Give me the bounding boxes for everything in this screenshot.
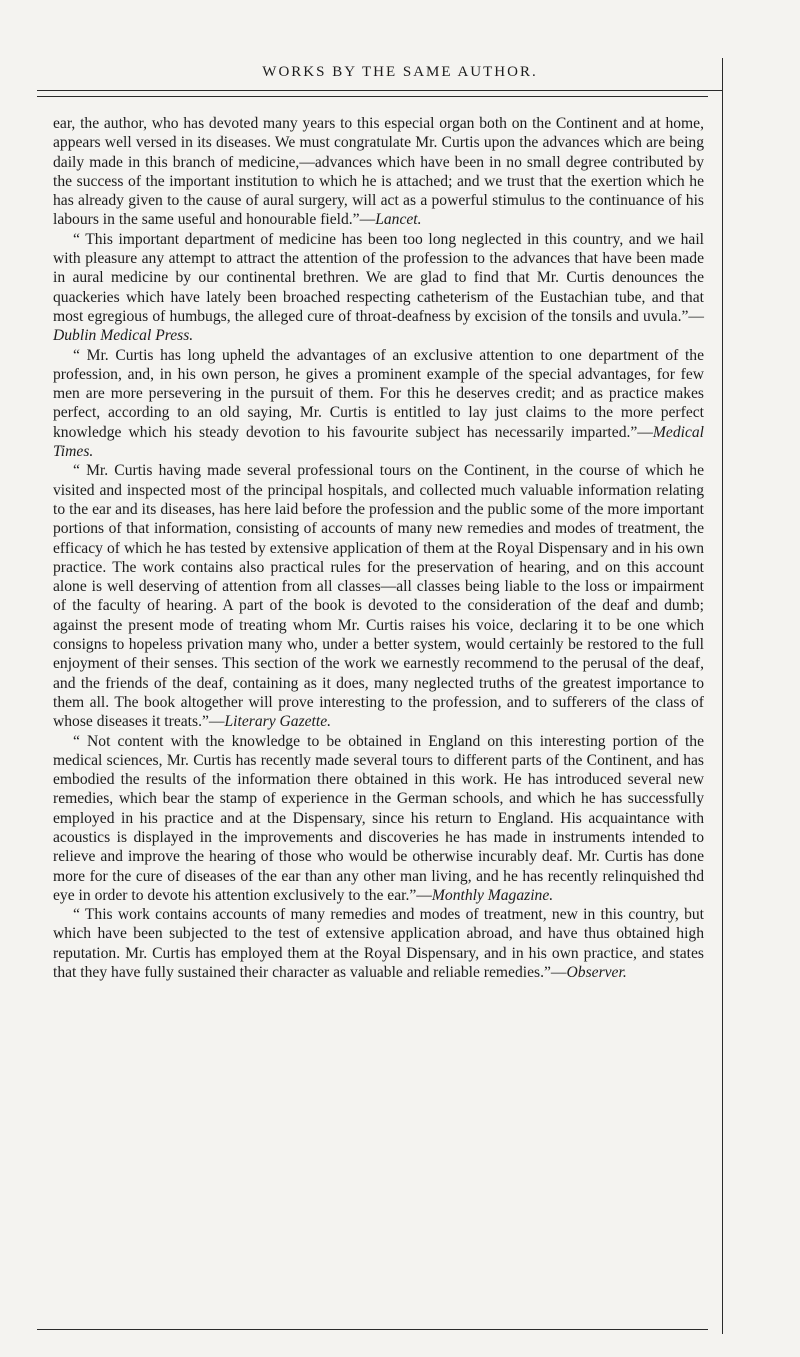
review-paragraph bbox=[53, 346, 704, 462]
review-text: ear, the author, who has devoted many years to this especial organ both on the Continent and at home, appears well versed in its diseases. We must congratulate Mr. Curtis upon the advances which are being daily made in this branch of medicine,—advances which have been in no small degree contributed by the success of the important institution to which he is attached; and we trust that the exertion which he has already given to the cause of aural surgery, will act as a powerful stimulus to the continuance of his labours in the same useful and honourable field.”— bbox=[53, 115, 704, 229]
review-paragraph bbox=[53, 114, 704, 230]
review-column bbox=[53, 114, 704, 982]
review-source: Observer. bbox=[566, 964, 627, 982]
review-paragraph bbox=[53, 732, 704, 906]
review-source: Monthly Magazine. bbox=[431, 886, 554, 904]
review-text: “ This important department of medicine has been too long neglected in this country, and we hail with pleasure any attempt to attract the attention of the profession to the advances that have been made in aural medicine by our continental brethren. We are glad to find that Mr. Curtis denounces the quackeries which have lately been broached respecting catheterism of the Eustachian tube, and that most egregious of humbugs, the alleged cure of throat-deafness by excision of the tonsils and uvula.”— bbox=[53, 230, 704, 325]
running-head: WORKS BY THE SAME AUTHOR. bbox=[262, 64, 538, 80]
review-source: Dublin Medical Press. bbox=[53, 327, 194, 345]
review-paragraph bbox=[53, 230, 704, 346]
review-text: “ Mr. Curtis has long upheld the advantages of an exclusive attention to one department of the profession, and, in his own person, he gives a prominent example of the special advantages, for few men are more persevering in the pursuit of them. For this he deserves credit; and as practice makes perfect, according to an old saying, Mr. Curtis is entitled to lay just claims to the more perfect knowledge which his steady devotion to his favourite subject has necessarily imparted.”— bbox=[53, 346, 704, 441]
review-source: Lancet. bbox=[375, 211, 422, 229]
review-text: “ Mr. Curtis having made several professional tours on the Continent, in the course of which he visited and inspected most of the principal hospitals, and collected much valuable information relating to the ear and its diseases, has here laid before the profession and the public some of the more important portions of that information, consisting of accounts of many new remedies and modes of treatment, the efficacy of which he has tested by extensive application of them at the Royal Dispensary and in his own practice. The work contains also practical rules for the preservation of hearing, and on this account alone is well deserving of attention from all classes—all classes being liable to the loss or impairment of the faculty of hearing. A part of the book is devoted to the consideration of the deaf and dumb; against the present mode of treating whom Mr. Curtis raises his voice, declaring it to be one which consigns to hopeless privation many who, under a better system, would certainly be restored to the full enjoyment of their senses. This section of the work we earnestly recommend to the perusal of the deaf, and the friends of the deaf, containing as it does, many neglected truths of the greatest importance to them all. The book altogether will prove interesting to the profession, and to sufferers of the class of whose diseases it treats.”— bbox=[53, 462, 704, 731]
review-text: “ Not content with the knowledge to be obtained in England on this interesting portion of the medical sciences, Mr. Curtis has recently made several tours to different parts of the Continent, and has embodied the results of the information there obtained in this work. He has introduced several new remedies, which bear the stamp of experience in the German schools, and which he has successfully employed in his practice and at the Dispensary, since his return to England. His acquaintance with acoustics is displayed in the improvements and discoveries he has made in instruments intended to relieve and improve the hearing of those who would be otherwise incurably deaf. Mr. Curtis has done more for the cure of diseases of the ear than any other man living, and he has recently relinquished thd eye in order to devote his attention exclusively to the ear.”— bbox=[53, 732, 704, 904]
review-paragraph bbox=[53, 905, 704, 982]
review-source: Medical Times. bbox=[53, 423, 704, 461]
review-text: “ This work contains accounts of many remedies and modes of treatment, new in this country, but which have been subjected to the test of extensive application abroad, and have thus obtained high reputation. Mr. Curtis has employed them at the Royal Dispensary, and in his own practice, and states that they have fully sustained their character as valuable and reliable remedies.”— bbox=[53, 906, 704, 982]
top-rule bbox=[37, 90, 723, 91]
review-paragraph bbox=[53, 461, 704, 731]
review-source: Literary Gazette. bbox=[224, 713, 332, 731]
frame-right-rule bbox=[722, 58, 723, 1334]
